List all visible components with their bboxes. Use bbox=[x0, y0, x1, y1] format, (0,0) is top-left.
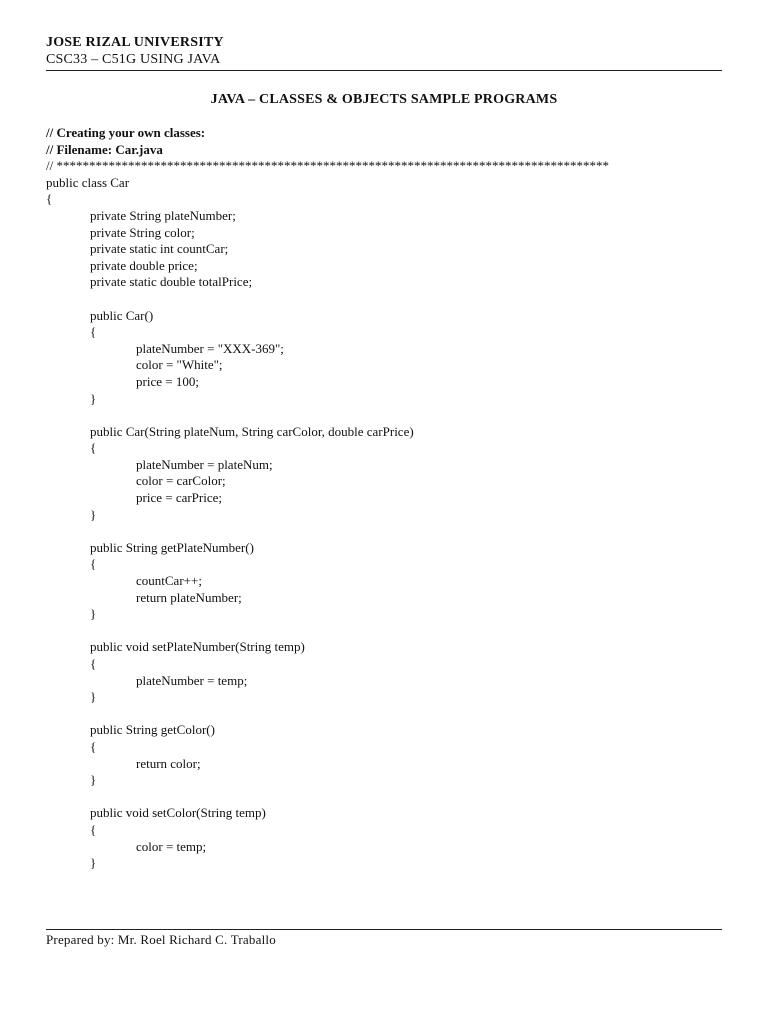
code-line: { bbox=[90, 324, 97, 340]
code-line: price = carPrice; bbox=[136, 490, 223, 506]
code-line bbox=[46, 789, 722, 806]
code-line: { bbox=[90, 656, 97, 671]
code-line: { bbox=[90, 738, 97, 754]
code-line: } bbox=[90, 390, 97, 406]
code-line bbox=[46, 291, 722, 308]
code-line: public String getPlateNumber() bbox=[90, 539, 254, 555]
code-line: color = temp; bbox=[136, 838, 207, 854]
code-listing bbox=[46, 125, 722, 872]
code-line: private double price; bbox=[90, 257, 198, 273]
code-line: private static int countCar; bbox=[90, 241, 229, 257]
code-line: private static double totalPrice; bbox=[90, 274, 253, 290]
code-line: price = 100; bbox=[136, 373, 199, 389]
code-line: color = "White"; bbox=[136, 357, 223, 373]
code-line: } bbox=[90, 506, 97, 522]
code-line: private String plateNumber; bbox=[90, 207, 236, 223]
code-line: plateNumber = "XXX-369"; bbox=[136, 340, 284, 356]
prepared-by-footer: Prepared by: Mr. Roel Richard C. Traballo bbox=[46, 932, 276, 947]
code-line: public void setPlateNumber(String temp) bbox=[90, 639, 305, 655]
code-line: public class Car bbox=[46, 174, 130, 190]
code-line: return plateNumber; bbox=[136, 589, 242, 605]
code-line: private String color; bbox=[90, 224, 195, 240]
footer-divider bbox=[46, 929, 722, 930]
code-line bbox=[46, 706, 722, 723]
course-code: CSC33 – C51G USING JAVA bbox=[46, 52, 221, 67]
page-header bbox=[46, 34, 722, 68]
university-name: JOSE RIZAL UNIVERSITY bbox=[46, 35, 224, 50]
code-line: // Creating your own classes: bbox=[46, 125, 206, 140]
code-line: plateNumber = plateNum; bbox=[136, 456, 273, 472]
code-line: } bbox=[90, 606, 97, 622]
code-line: public Car() bbox=[90, 307, 154, 323]
header-divider bbox=[46, 70, 722, 71]
code-line: { bbox=[46, 191, 53, 207]
code-line: return color; bbox=[136, 755, 201, 771]
code-line bbox=[46, 523, 722, 540]
code-line: countCar++; bbox=[136, 573, 202, 589]
code-line: public String getColor() bbox=[90, 722, 215, 738]
code-line: // ************************************************************************************* bbox=[46, 158, 609, 174]
code-line: { bbox=[90, 821, 97, 837]
code-line: public Car(String plateNum, String carColor, double carPrice) bbox=[90, 423, 414, 439]
code-line bbox=[46, 623, 722, 640]
code-line: plateNumber = temp; bbox=[136, 672, 248, 688]
document-title: JAVA – CLASSES & OBJECTS SAMPLE PROGRAMS bbox=[210, 92, 558, 107]
code-line bbox=[46, 407, 722, 424]
code-line: { bbox=[90, 440, 97, 456]
code-line: public void setColor(String temp) bbox=[90, 805, 266, 821]
code-line: // Filename: Car.java bbox=[46, 141, 163, 157]
code-line: color = carColor; bbox=[136, 473, 226, 489]
code-line: } bbox=[90, 689, 97, 705]
code-line: { bbox=[90, 556, 97, 572]
code-line: } bbox=[90, 855, 97, 871]
code-line: } bbox=[90, 772, 97, 788]
